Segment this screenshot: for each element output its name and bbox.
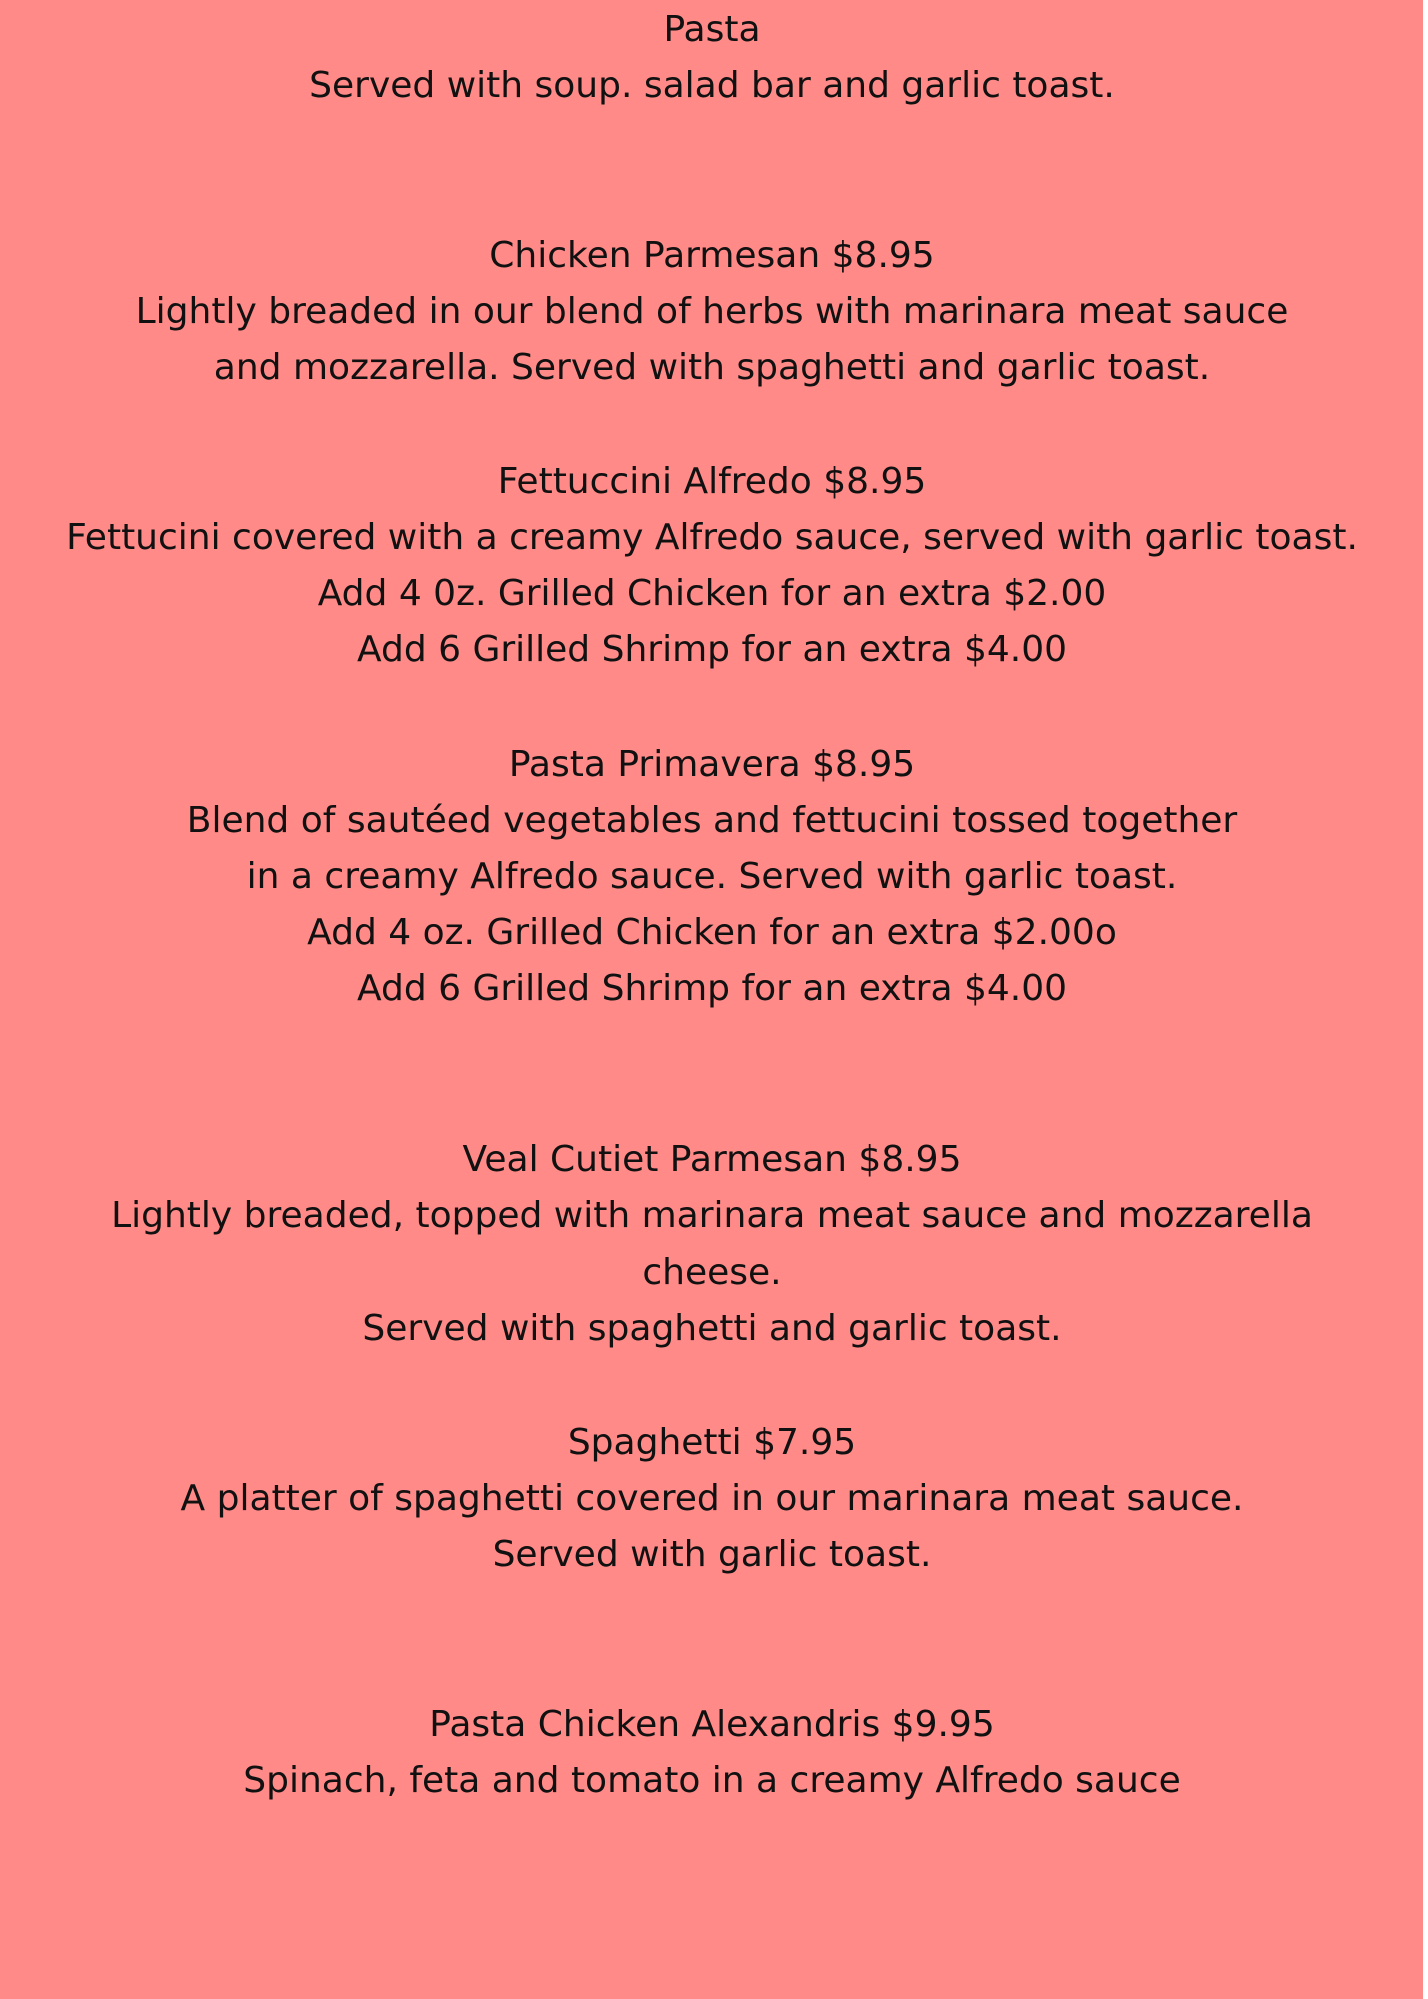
- item-description-line: Add 6 Grilled Shrimp for an extra $4.00: [356, 968, 1068, 1009]
- item-description-line: and mozzarella. Served with spaghetti and garlic toast.: [213, 347, 1211, 388]
- item-description-line: Served with spaghetti and garlic toast.: [362, 1308, 1062, 1349]
- item-title: Spaghetti $7.95: [567, 1422, 857, 1463]
- item-title: Pasta Primavera $8.95: [508, 744, 916, 785]
- item-description-line: cheese.: [642, 1252, 782, 1293]
- item-description-line: Spinach, feta and tomato in a creamy Alfredo sauce: [243, 1760, 1181, 1801]
- item-description-line: Blend of sautéed vegetables and fettucini tossed together: [186, 800, 1238, 841]
- item-description-line: Add 4 0z. Grilled Chicken for an extra $2.00: [317, 573, 1107, 614]
- item-description-line: Fettucini covered with a creamy Alfredo sauce, served with garlic toast.: [66, 517, 1358, 558]
- item-description-line: Served with garlic toast.: [492, 1534, 932, 1575]
- item-title: Fettuccini Alfredo $8.95: [497, 461, 927, 502]
- item-description-line: Lightly breaded in our blend of herbs with marinara meat sauce: [135, 291, 1289, 332]
- item-description-line: Add 4 oz. Grilled Chicken for an extra $2.00o: [307, 912, 1117, 953]
- item-description-line: Lightly breaded, topped with marinara meat sauce and mozzarella: [111, 1195, 1313, 1236]
- item-title: Veal Cutiet Parmesan $8.95: [462, 1139, 962, 1180]
- item-title: Pasta Chicken Alexandris $9.95: [429, 1704, 995, 1745]
- item-description-line: A platter of spaghetti covered in our marinara meat sauce.: [180, 1478, 1244, 1519]
- menu-title: Pasta: [663, 9, 761, 50]
- menu-subtitle: Served with soup. salad bar and garlic toast.: [309, 65, 1115, 106]
- item-title: Chicken Parmesan $8.95: [489, 235, 935, 276]
- item-description-line: in a creamy Alfredo sauce. Served with garlic toast.: [246, 856, 1178, 897]
- item-description-line: Add 6 Grilled Shrimp for an extra $4.00: [356, 629, 1068, 670]
